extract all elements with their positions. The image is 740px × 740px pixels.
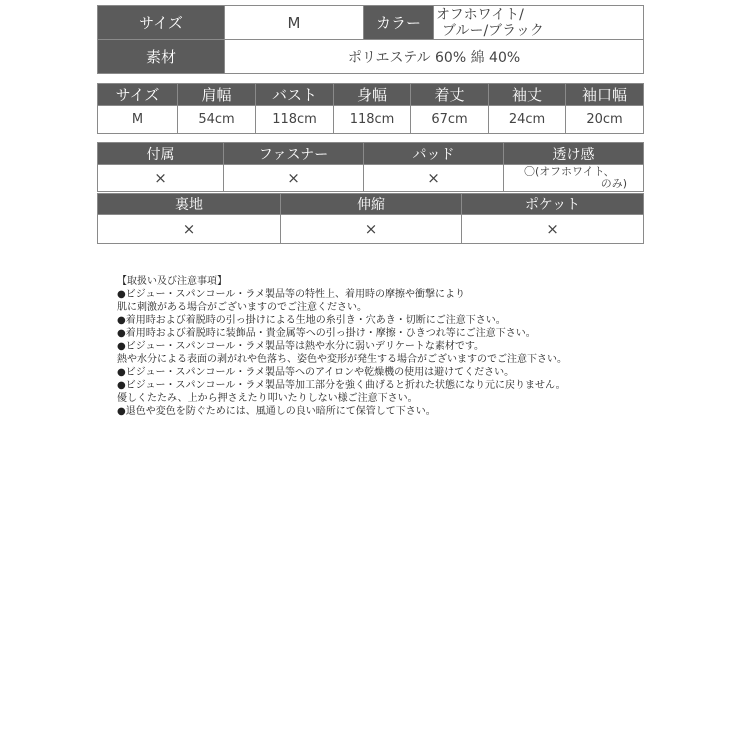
measure-header-body-width: 身幅 [334,84,411,106]
spec-row-material [98,40,644,74]
feature-2-header-row [98,194,644,215]
feature-table-2 [97,193,644,244]
feature-value-sheer [504,165,644,192]
care-notes [117,275,717,418]
care-note-line: ●ビジュー・スパンコール・ラメ製品等へのアイロンや乾燥機の使用は避けてください。 [117,367,515,378]
care-note-line: 優しくたたみ、上から押さえたり叩いたりしない様ご注意下さい。 [117,393,418,404]
feature-header-zipper: ファスナー [224,143,364,165]
material-label: 素材 [98,40,225,74]
feature-value-pocket: × [462,215,644,244]
measure-value-length: 67cm [411,106,489,134]
material-value: ポリエステル 60% 綿 40% [225,40,644,74]
basic-spec-table [97,5,644,74]
sheer-value-line2: のみ) [600,177,627,190]
feature-header-pad: パッド [364,143,504,165]
feature-header-accessory: 付属 [98,143,224,165]
measurement-table [97,83,644,134]
measure-header-size: サイズ [98,84,178,106]
feature-value-stretch: × [281,215,462,244]
measure-value-cuff-width: 20cm [566,106,644,134]
feature-value-lining: × [98,215,281,244]
feature-value-accessory: × [98,165,224,192]
measure-value-shoulder: 54cm [178,106,256,134]
measure-value-size: M [98,106,178,134]
color-value-line2: ブルー/ブラック [442,22,544,39]
measure-header-length: 着丈 [411,84,489,106]
sheer-value-line1: 〇(オフホワイト、 [524,165,615,178]
feature-1-value-row [98,165,644,192]
care-note-line: ●着用時および着脱時の引っ掛けによる生地の糸引き・穴あき・切断にご注意下さい。 [117,315,506,326]
size-value: M [225,6,364,40]
feature-value-pad: × [364,165,504,192]
feature-header-sheer: 透け感 [504,143,644,165]
care-note-line: ●ビジュー・スパンコール・ラメ製品等は熱や水分に弱いデリケートな素材です。 [117,341,485,352]
feature-header-pocket: ポケット [462,194,644,215]
measure-header-sleeve-length: 袖丈 [489,84,566,106]
color-value [434,6,644,40]
measure-value-sleeve-length: 24cm [489,106,566,134]
feature-table-1 [97,142,644,192]
care-note-line: ●退色や変色を防ぐためには、風通しの良い暗所にて保管して下さい。 [117,406,436,417]
measure-header-shoulder: 肩幅 [178,84,256,106]
feature-value-zipper: × [224,165,364,192]
measurement-value-row [98,106,644,134]
spec-row-size [98,6,644,40]
measurement-header-row [98,84,644,106]
feature-2-value-row [98,215,644,244]
care-note-line: 熱や水分による表面の剥がれや色落ち、姿色や変形が発生する場合がございますのでご注意下さい。 [117,354,567,365]
color-label: カラー [364,6,434,40]
feature-header-lining: 裏地 [98,194,281,215]
care-note-line: ●着用時および着脱時に装飾品・貴金属等への引っ掛け・摩擦・ひきつれ等にご注意下さい。 [117,328,536,339]
care-note-heading: 【取扱い及び注意事項】 [117,276,227,287]
feature-1-header-row [98,143,644,165]
care-note-line: ●ビジュー・スパンコール・ラメ製品等加工部分を強く曲げると折れた状態になり元に戻りません。 [117,380,566,391]
color-value-line1: オフホワイト/ [436,6,524,23]
measure-value-bust: 118cm [256,106,334,134]
care-note-line: 肌に刺激がある場合がございますのでご注意ください。 [117,302,367,313]
care-note-line: ●ビジュー・スパンコール・ラメ製品等の特性上、着用時の摩擦や衝撃により [117,289,466,300]
size-label: サイズ [98,6,225,40]
feature-header-stretch: 伸縮 [281,194,462,215]
measure-header-bust: バスト [256,84,334,106]
measure-value-body-width: 118cm [334,106,411,134]
measure-header-cuff-width: 袖口幅 [566,84,644,106]
